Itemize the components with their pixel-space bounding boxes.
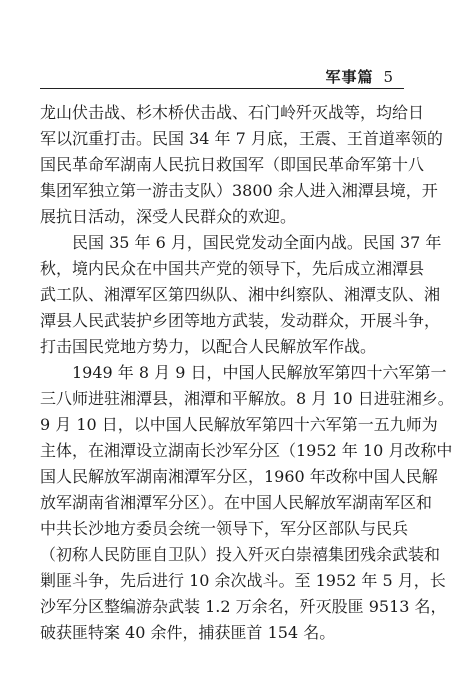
paragraph-1 bbox=[40, 100, 443, 230]
text-line: 打击国民党地方势力，以配合人民解放军作战。 bbox=[40, 337, 377, 356]
text-line: 潭县人民武装护乡团等地方武装，发动群众，开展斗争， bbox=[40, 311, 441, 330]
paragraph-3 bbox=[40, 360, 454, 646]
text-line: 中共长沙地方委员会统一领导下，军分区部队与民兵 bbox=[40, 519, 409, 538]
text-line: 剿匪斗争，先后进行 10 余次战斗。至 1952 年 5 月，长 bbox=[40, 571, 446, 590]
page-number: 5 bbox=[383, 68, 394, 86]
section-title: 军事篇 bbox=[325, 68, 374, 86]
text-line: 国民革命军湖南人民抗日救国军（即国民革命军第十八 bbox=[40, 155, 425, 174]
text-line: 军以沉重打击。民国 34 年 7 月底，王震、王首道率领的 bbox=[40, 129, 443, 148]
text-line: 民国 35 年 6 月，国民党发动全面内战。民国 37 年 bbox=[72, 233, 442, 252]
text-line: 龙山伏击战、杉木桥伏击战、石门岭歼灭战等，均给日 bbox=[40, 103, 425, 122]
text-line: 破获匪特案 40 余件，捕获匪首 154 名。 bbox=[40, 623, 336, 642]
text-line: 展抗日活动，深受人民群众的欢迎。 bbox=[40, 207, 297, 226]
text-line: 放军湖南省湘潭军分区）。在中国人民解放军湖南军区和 bbox=[40, 493, 433, 512]
text-line: 武工队、湘潭军区第四纵队、湘中纠察队、湘潭支队、湘 bbox=[40, 285, 441, 304]
text-line: 国人民解放军湖南湘潭军分区，1960 年改称中国人民解 bbox=[40, 467, 438, 486]
text-line: 9 月 10 日，以中国人民解放军第四十六军第一五九师为 bbox=[40, 415, 438, 434]
running-header bbox=[325, 66, 394, 87]
text-line: 1949 年 8 月 9 日，中国人民解放军第四十六军第一 bbox=[72, 363, 447, 382]
text-line: 集团军独立第一游击支队）3800 余人进入湘潭县境，开 bbox=[40, 181, 438, 200]
text-line: 沙军分区整编游杂武装 1.2 万余名，歼灭股匪 9513 名， bbox=[40, 597, 447, 616]
text-line: （初称人民防匪自卫队）投入歼灭白崇禧集团残余武装和 bbox=[40, 545, 441, 564]
text-line: 秋，境内民众在中国共产党的领导下，先后成立湘潭县 bbox=[40, 259, 425, 278]
header-rule bbox=[40, 88, 404, 89]
body-text bbox=[40, 100, 454, 646]
paragraph-2 bbox=[40, 230, 442, 360]
text-line: 三八师进驻湘潭县，湘潭和平解放。8 月 10 日进驻湘乡。 bbox=[40, 389, 454, 408]
text-line: 主体，在湘潭设立湖南长沙军分区（1952 年 10 月改称中 bbox=[40, 441, 453, 460]
